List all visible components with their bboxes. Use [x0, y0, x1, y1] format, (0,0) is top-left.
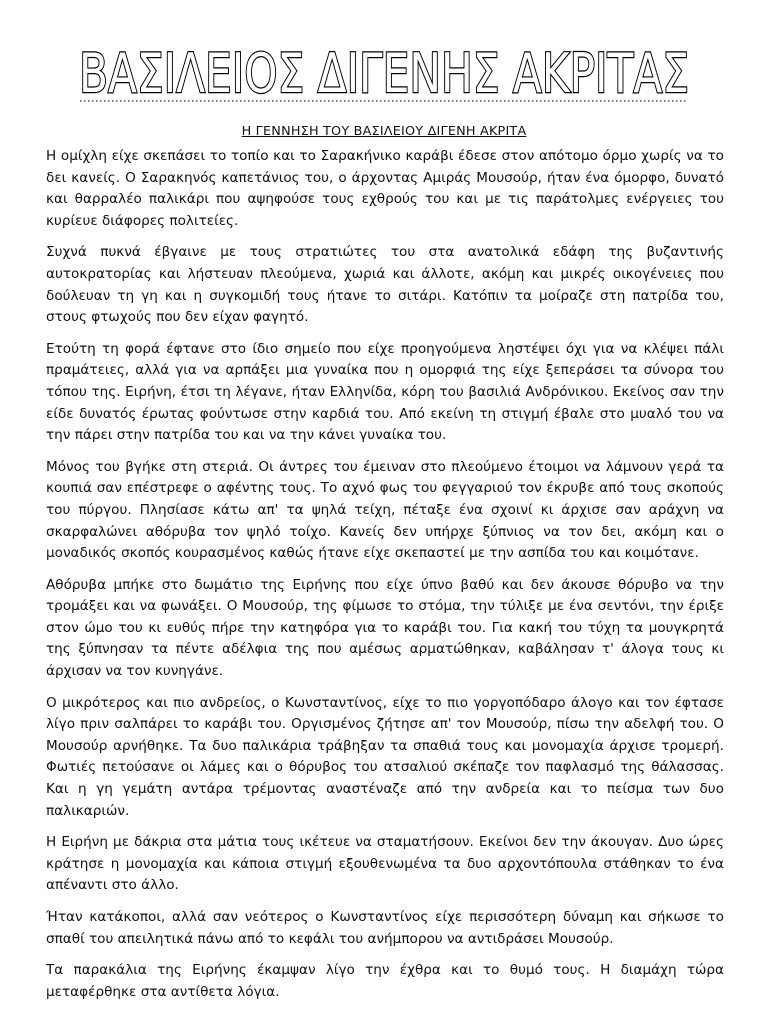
paragraph: Ο μικρότερος και πιο ανδρείος, ο Κωνσταντίνος, είχε το πιο γοργοπόδαρο άλογο και τον έφτασε λίγο πριν σαλπάρει το καράβι του. Οργισμένος ζήτησε απ' τον Μουσούρ, πίσω την αδελφή του. Ο Μουσούρ αρνήθηκε. Τα δυο παλικάρια τράβηξαν τα σπαθιά τους και μονομαχία άρχισε τρομερή. Φωτιές πετούσανε οι λάμες και ο θόρυβος του ατσαλιού σκέπαζε τον παφλασμό της θάλασσας. Και η γη γεμάτη αντάρα τρέμοντας αναστέναζε από την ανδρεία και το πείσμα των δυο παλικαριών. [46, 694, 724, 819]
paragraph: Η Ειρήνη με δάκρια στα μάτια τους ικέτευε να σταματήσουν. Εκείνοι δεν την άκουγαν. Δυο ώρες κράτησε η μονομαχία και κάποια στιγμή εξουθενωμένα τα δυο αρχοντόπουλα στάθηκαν το ένα απέναντι στο άλλο. [46, 834, 724, 894]
title-graphic [0, 28, 768, 108]
paragraph: Συχνά πυκνά έβγαινε με τους στρατιώτες του στα ανατολικά εδάφη της βυζαντινής αυτοκρατορίας και λήστευαν πλεούμενα, χωριά και άλλοτε, ακόμη και μικρές οικογένειες που δούλευαν τη γη και η συγκομιδή τους ήτανε το σιτάρι. Κατόπιν τα μοίραζε στη πατρίδα του, στους φτωχούς που δεν είχαν φαγητό. [46, 244, 724, 326]
paragraph: Ήταν κατάκοποι, αλλά σαν νεότερος ο Κωνσταντίνος είχε περισσότερη δύναμη και σήκωσε το σπαθί του απειλητικά πάνω από το κεφάλι του ανήμπορου να αντιδράσει Μουσούρ. [46, 909, 724, 947]
paragraph: Η ομίχλη είχε σκεπάσει το τοπίο και το Σαρακήνικο καράβι έδεσε στον απότομο όρμο χωρίς να το δει κανείς. Ο Σαρακηνός καπετάνιος του, ο άρχοντας Αμιράς Μουσούρ, ήταν ένα όμορφο, δυνατό και θαρραλέο παλικάρι που αψηφούσε τους εχθρούς του και με τις παράτολμες ενέργειες του κυρίευε διάφορες πολιτείες. [46, 148, 724, 229]
title-banner [0, 28, 768, 108]
story-body [46, 146, 724, 1013]
paragraph: Ετούτη τη φορά έφτανε στο ίδιο σημείο που είχε προηγούμενα ληστέψει όχι για να κλέψει πάλι πραμάτειες, αλλά για να αρπάξει μια γυναίκα που η ομορφιά της είχε ξεπεράσει τα σύνορα του τόπου της. Ειρήνη, έτσι τη λέγανε, ήταν Ελληνίδα, κόρη του βασιλιά Ανδρόνικου. Εκείνος σαν την είδε δυνατός έρωτας φούντωσε στην καρδιά του. Από εκείνη τη στιγμή έβαλε στο μυαλό του να την πάρει στην πατρίδα του και να την κάνει γυναίκα του. [46, 340, 724, 444]
paragraph: Αθόρυβα μπήκε στο δωμάτιο της Ειρήνης που είχε ύπνο βαθύ και δεν άκουσε θόρυβο να την τρομάξει και να φωνάξει. Ο Μουσούρ, της φίμωσε το στόμα, την τύλιξε με ένα σεντόνι, την έριξε στον ώμο του κι ευθύς πήρε την κατηφόρα για το καράβι του. Για κακή του τύχη τα μουγκρητά της ξύπνησαν τα πέντε αδέλφια της που αμέσως αρματώθηκαν, καβάλησαν τ' άλογα τους κι άρχισαν να τον κυνηγάνε. [46, 576, 724, 680]
paragraph: Μόνος του βγήκε στη στεριά. Οι άντρες του έμειναν στο πλεούμενο έτοιμοι να λάμνουν γερά τα κουπιά σαν επέστρεφε ο αφέντης τους. Το αχνό φως του φεγγαριού τον έκρυβε από τους σκοπούς του πύργου. Πλησίασε κάτω απ' τα ψηλά τείχη, πέταξε ένα σχοινί κι άρχισε σαν αράχνη να σκαρφαλώνει αθόρυβα τον ψηλό τοίχο. Κανείς δεν υπήρχε ξύπνιος να τον δει, ακόμη και ο μοναδικός σκοπός κουρασμένος καθώς ήτανε είχε σκεπαστεί με την ασπίδα του και κοιμότανε. [46, 458, 724, 562]
section-heading: Η ΓΕΝΝΗΣΗ ΤΟΥ ΒΑΣΙΛΕΙΟΥ ΔΙΓΕΝΗ ΑΚΡΙΤΑ [241, 124, 527, 139]
page-title: ΒΑΣΙΛΕΙΟΣ ΔΙΓΕΝΗΣ ΑΚΡΙΤΑΣ [79, 42, 689, 105]
paragraph: Τα παρακάλια της Ειρήνης έκαμψαν λίγο την έχθρα και το θυμό τους. Η διαμάχη τώρα μεταφέρθηκε στα αντίθετα λόγια. [46, 962, 724, 1000]
